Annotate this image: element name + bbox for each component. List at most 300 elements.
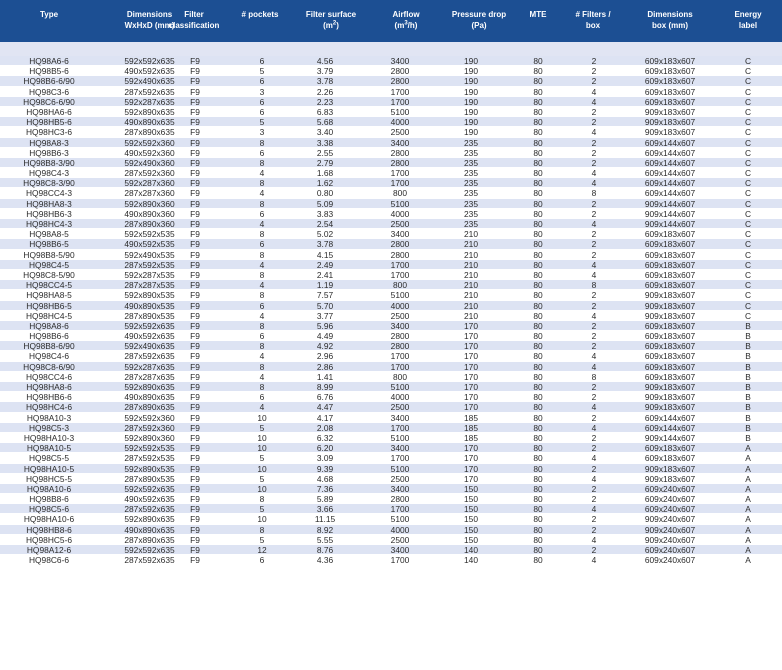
- table-row: [0, 555, 782, 565]
- cell-energy-label: C: [744, 198, 752, 209]
- cell-pressure-drop: 235: [464, 157, 478, 168]
- cell-mte: 80: [533, 56, 543, 66]
- cell-airflow: 2500: [390, 534, 410, 545]
- cell-filters-per-box: 4: [591, 361, 597, 372]
- cell-airflow: 1700: [390, 168, 410, 179]
- cell-pockets: 4: [259, 402, 265, 413]
- cell-filters-per-box: 4: [591, 422, 597, 433]
- cell-box-dimensions: 609x183x607: [644, 371, 696, 382]
- cell-dimensions: 490x890x535: [124, 300, 175, 311]
- cell-type: HQ98HA8-6: [26, 382, 72, 392]
- cell-filter-class: F9: [190, 208, 200, 219]
- cell-type: HQ98HC5-5: [25, 473, 73, 484]
- cell-type: HQ98C6-6/90: [23, 96, 75, 107]
- cell-dimensions: 592x592x535: [124, 443, 175, 454]
- table-row: [0, 341, 782, 351]
- cell-box-dimensions: 909x183x607: [644, 402, 696, 413]
- cell-filter-surface: 2.96: [316, 351, 334, 362]
- cell-airflow: 4000: [390, 117, 410, 128]
- cell-pockets: 5: [259, 66, 265, 77]
- cell-mte: 80: [533, 117, 543, 128]
- cell-dimensions: 287x592x360: [124, 168, 175, 179]
- table-row: [0, 311, 782, 321]
- table-row: [0, 209, 782, 219]
- cell-filters-per-box: 4: [591, 178, 597, 189]
- cell-mte: 80: [533, 259, 543, 270]
- cell-dimensions: 592x890x360: [124, 432, 175, 443]
- cell-filter-class: F9: [190, 259, 200, 270]
- cell-filters-per-box: 2: [591, 545, 597, 555]
- cell-filter-surface: 1.41: [316, 371, 334, 382]
- cell-filter-surface: 4.36: [316, 555, 334, 566]
- cell-pockets: 8: [259, 157, 265, 168]
- cell-mte: 80: [533, 494, 543, 505]
- cell-energy-label: A: [745, 545, 751, 555]
- cell-energy-label: C: [744, 229, 752, 240]
- cell-box-dimensions: 609x183x607: [644, 76, 696, 87]
- table-row: [0, 56, 782, 66]
- cell-pockets: 6: [259, 56, 265, 66]
- cell-mte: 80: [533, 382, 543, 392]
- cell-filters-per-box: 2: [591, 392, 597, 403]
- cell-box-dimensions: 909x240x607: [644, 514, 696, 525]
- cell-filter-surface: 2.49: [316, 259, 334, 270]
- cell-filters-per-box: 2: [591, 239, 597, 250]
- cell-airflow: 5100: [390, 514, 410, 525]
- cell-energy-label: B: [745, 422, 751, 433]
- cell-filter-surface: 5.55: [316, 534, 334, 545]
- table-row: [0, 148, 782, 158]
- cell-pressure-drop: 235: [464, 198, 478, 209]
- cell-dimensions: 287x592x635: [124, 86, 175, 97]
- cell-filter-surface: 4.47: [316, 402, 334, 413]
- cell-filter-class: F9: [190, 432, 200, 443]
- cell-pressure-drop: 190: [464, 56, 478, 66]
- cell-airflow: 3400: [390, 545, 410, 555]
- table-row: [0, 158, 782, 168]
- table-row: [0, 239, 782, 249]
- cell-filters-per-box: 2: [591, 432, 597, 443]
- cell-box-dimensions: 609x183x607: [644, 239, 696, 250]
- table-row: [0, 270, 782, 280]
- cell-pockets: 10: [257, 463, 267, 474]
- cell-pressure-drop: 170: [464, 402, 478, 413]
- cell-pockets: 3: [259, 127, 265, 138]
- cell-filter-class: F9: [190, 198, 200, 209]
- cell-pockets: 5: [259, 504, 265, 515]
- cell-filter-class: F9: [190, 504, 200, 515]
- cell-mte: 80: [533, 219, 543, 229]
- cell-filter-class: F9: [190, 443, 200, 454]
- cell-dimensions: 592x890x360: [124, 198, 175, 209]
- cell-pressure-drop: 210: [464, 259, 478, 270]
- cell-filter-surface: 2.08: [316, 422, 334, 433]
- cell-mte: 80: [533, 269, 543, 280]
- cell-energy-label: C: [744, 66, 752, 77]
- cell-filters-per-box: 2: [591, 514, 597, 525]
- cell-box-dimensions: 909x144x607: [644, 198, 696, 209]
- cell-mte: 80: [533, 524, 543, 535]
- cell-airflow: 5100: [390, 290, 410, 301]
- cell-airflow: 800: [393, 188, 407, 199]
- cell-filters-per-box: 2: [591, 157, 597, 168]
- cell-energy-label: C: [744, 147, 752, 158]
- cell-mte: 80: [533, 545, 543, 555]
- cell-dimensions: 490x890x635: [124, 117, 175, 128]
- cell-box-dimensions: 609x183x607: [644, 56, 696, 66]
- cell-energy-label: C: [744, 178, 752, 189]
- cell-pressure-drop: 235: [464, 178, 478, 189]
- cell-box-dimensions: 909x183x607: [644, 127, 696, 138]
- cell-energy-label: B: [745, 432, 751, 443]
- cell-mte: 80: [533, 300, 543, 311]
- cell-filters-per-box: 2: [591, 341, 597, 352]
- cell-type: HQ98CC4-6: [25, 371, 73, 382]
- cell-box-dimensions: 909x183x607: [644, 463, 696, 474]
- cell-dimensions: 592x592x635: [124, 483, 175, 494]
- cell-energy-label: B: [745, 402, 751, 413]
- header-dimensions: Dimensions WxHxD (mm): [124, 10, 175, 30]
- table-row: [0, 514, 782, 524]
- cell-filter-class: F9: [190, 56, 200, 66]
- cell-energy-label: B: [745, 341, 751, 352]
- table-row: [0, 464, 782, 474]
- cell-type: HQ98HA10-6: [23, 514, 75, 525]
- cell-filter-surface: 4.68: [316, 473, 334, 484]
- header-pockets: # pockets: [241, 10, 279, 19]
- cell-filter-class: F9: [190, 371, 200, 382]
- table-row: [0, 76, 782, 86]
- cell-pockets: 10: [257, 483, 267, 494]
- cell-type: HQ98A8-6: [29, 320, 69, 331]
- table-row: [0, 484, 782, 494]
- cell-pockets: 4: [259, 188, 265, 199]
- cell-dimensions: 490x592x360: [124, 147, 175, 158]
- table-row: [0, 290, 782, 300]
- cell-airflow: 4000: [390, 300, 410, 311]
- cell-dimensions: 592x890x635: [124, 514, 175, 525]
- table-row: [0, 413, 782, 423]
- cell-dimensions: 592x592x535: [124, 229, 175, 240]
- cell-pockets: 6: [259, 208, 265, 219]
- cell-energy-label: C: [744, 249, 752, 260]
- cell-energy-label: C: [744, 127, 752, 138]
- cell-pressure-drop: 210: [464, 239, 478, 250]
- cell-pockets: 5: [259, 453, 265, 464]
- table-row: [0, 443, 782, 453]
- cell-filter-class: F9: [190, 494, 200, 505]
- cell-box-dimensions: 609x183x607: [644, 453, 696, 464]
- cell-box-dimensions: 909x183x607: [644, 117, 696, 128]
- cell-filter-class: F9: [190, 453, 200, 464]
- cell-mte: 80: [533, 76, 543, 87]
- cell-pressure-drop: 185: [464, 432, 478, 443]
- cell-type: HQ98B8-6: [29, 494, 69, 505]
- cell-pockets: 6: [259, 96, 265, 107]
- cell-mte: 80: [533, 249, 543, 260]
- table-row: [0, 351, 782, 361]
- cell-dimensions: 287x592x635: [124, 351, 175, 362]
- cell-filters-per-box: 8: [591, 188, 597, 199]
- cell-airflow: 1700: [390, 178, 410, 189]
- cell-pressure-drop: 150: [464, 534, 478, 545]
- cell-box-dimensions: 909x183x607: [644, 300, 696, 311]
- cell-energy-label: B: [745, 371, 751, 382]
- cell-pockets: 4: [259, 351, 265, 362]
- cell-filter-class: F9: [190, 351, 200, 362]
- cell-type: HQ98C5-5: [28, 453, 70, 464]
- cell-airflow: 2500: [390, 402, 410, 413]
- cell-box-dimensions: 609x240x607: [644, 483, 696, 494]
- cell-filter-surface: 2.79: [316, 157, 334, 168]
- cell-pressure-drop: 235: [464, 219, 478, 229]
- cell-pockets: 8: [259, 382, 265, 392]
- cell-type: HQ98HC3-6: [25, 127, 73, 138]
- cell-pockets: 5: [259, 534, 265, 545]
- cell-filters-per-box: 2: [591, 137, 597, 148]
- cell-filters-per-box: 2: [591, 494, 597, 505]
- cell-filter-surface: 1.68: [316, 168, 334, 179]
- cell-pockets: 8: [259, 290, 265, 301]
- cell-pressure-drop: 210: [464, 229, 478, 240]
- cell-energy-label: C: [744, 269, 752, 280]
- table-row: [0, 494, 782, 504]
- cell-airflow: 3400: [390, 56, 410, 66]
- cell-filters-per-box: 2: [591, 208, 597, 219]
- cell-pressure-drop: 185: [464, 422, 478, 433]
- cell-energy-label: A: [745, 514, 751, 525]
- cell-dimensions: 287x287x635: [124, 371, 175, 382]
- cell-dimensions: 592x592x635: [124, 320, 175, 331]
- cell-filter-class: F9: [190, 555, 200, 566]
- table-row: [0, 362, 782, 372]
- cell-type: HQ98HC5-6: [25, 534, 73, 545]
- cell-pressure-drop: 150: [464, 494, 478, 505]
- cell-filters-per-box: 2: [591, 249, 597, 260]
- cell-filters-per-box: 2: [591, 483, 597, 494]
- cell-box-dimensions: 609x183x607: [644, 443, 696, 454]
- cell-pressure-drop: 150: [464, 514, 478, 525]
- cell-pockets: 8: [259, 320, 265, 331]
- cell-filter-surface: 2.41: [316, 269, 334, 280]
- cell-energy-label: C: [744, 188, 752, 199]
- cell-filter-surface: 5.68: [316, 117, 334, 128]
- table-row: [0, 87, 782, 97]
- cell-filter-surface: 3.66: [316, 504, 334, 515]
- cell-box-dimensions: 909x183x607: [644, 382, 696, 392]
- cell-type: HQ98A8-3: [29, 137, 69, 148]
- cell-airflow: 5100: [390, 106, 410, 117]
- cell-type: HQ98A12-6: [26, 545, 72, 555]
- cell-filters-per-box: 4: [591, 127, 597, 138]
- table-row: [0, 117, 782, 127]
- cell-mte: 80: [533, 534, 543, 545]
- cell-type: HQ98HA10-5: [23, 463, 75, 474]
- cell-dimensions: 287x890x635: [124, 534, 175, 545]
- header-type: Type: [39, 10, 59, 19]
- cell-mte: 80: [533, 504, 543, 515]
- cell-filters-per-box: 2: [591, 524, 597, 535]
- cell-pockets: 4: [259, 280, 265, 291]
- cell-type: HQ98HA10-3: [23, 432, 75, 443]
- table-row: [0, 545, 782, 555]
- cell-mte: 80: [533, 320, 543, 331]
- cell-filter-class: F9: [190, 392, 200, 403]
- cell-filters-per-box: 2: [591, 198, 597, 209]
- cell-filter-surface: 5.70: [316, 300, 334, 311]
- cell-pockets: 8: [259, 137, 265, 148]
- cell-dimensions: 287x890x535: [124, 473, 175, 484]
- cell-filter-class: F9: [190, 514, 200, 525]
- cell-pressure-drop: 190: [464, 127, 478, 138]
- cell-mte: 80: [533, 198, 543, 209]
- cell-filters-per-box: 4: [591, 269, 597, 280]
- cell-box-dimensions: 909x144x607: [644, 208, 696, 219]
- cell-dimensions: 592x890x535: [124, 463, 175, 474]
- cell-energy-label: A: [745, 534, 751, 545]
- cell-pressure-drop: 190: [464, 86, 478, 97]
- cell-filter-class: F9: [190, 157, 200, 168]
- cell-filters-per-box: 2: [591, 412, 597, 423]
- cell-type: HQ98CC4-5: [25, 280, 73, 291]
- cell-filters-per-box: 2: [591, 300, 597, 311]
- cell-filters-per-box: 2: [591, 463, 597, 474]
- table-row: [0, 423, 782, 433]
- cell-pressure-drop: 170: [464, 463, 478, 474]
- cell-type: HQ98A10-5: [26, 443, 72, 454]
- cell-energy-label: B: [745, 412, 751, 423]
- cell-energy-label: C: [744, 76, 752, 87]
- cell-filter-class: F9: [190, 534, 200, 545]
- cell-dimensions: 592x490x635: [124, 341, 175, 352]
- cell-filter-class: F9: [190, 361, 200, 372]
- table-row: [0, 402, 782, 412]
- cell-airflow: 3400: [390, 320, 410, 331]
- cell-energy-label: C: [744, 137, 752, 148]
- cell-filter-surface: 5.02: [316, 229, 334, 240]
- cell-filter-class: F9: [190, 106, 200, 117]
- cell-box-dimensions: 609x183x607: [644, 361, 696, 372]
- cell-filter-class: F9: [190, 86, 200, 97]
- cell-airflow: 2800: [390, 157, 410, 168]
- cell-filter-class: F9: [190, 412, 200, 423]
- cell-type: HQ98HB6-5: [26, 300, 72, 311]
- cell-filter-class: F9: [190, 168, 200, 179]
- cell-box-dimensions: 909x183x607: [644, 106, 696, 117]
- cell-box-dimensions: 609x144x607: [644, 178, 696, 189]
- cell-airflow: 800: [393, 280, 407, 291]
- cell-mte: 80: [533, 280, 543, 291]
- cell-energy-label: C: [744, 56, 752, 66]
- cell-energy-label: C: [744, 280, 752, 291]
- cell-filter-surface: 6.76: [316, 392, 334, 403]
- cell-type: HQ98B6-6/90: [23, 76, 75, 87]
- cell-filter-surface: 4.49: [316, 331, 334, 342]
- cell-filters-per-box: 2: [591, 147, 597, 158]
- cell-airflow: 3400: [390, 229, 410, 240]
- cell-pressure-drop: 210: [464, 310, 478, 321]
- cell-dimensions: 287x890x635: [124, 127, 175, 138]
- cell-dimensions: 592x592x635: [124, 56, 175, 66]
- cell-airflow: 1700: [390, 86, 410, 97]
- cell-type: HQ98A10-3: [26, 412, 72, 423]
- cell-airflow: 2800: [390, 494, 410, 505]
- table-body: [0, 56, 782, 565]
- cell-mte: 80: [533, 137, 543, 148]
- cell-pressure-drop: 140: [464, 555, 478, 566]
- cell-filter-surface: 1.19: [316, 280, 334, 291]
- cell-dimensions: 490x890x635: [124, 524, 175, 535]
- cell-filter-class: F9: [190, 402, 200, 413]
- cell-filters-per-box: 2: [591, 290, 597, 301]
- cell-filter-surface: 6.20: [316, 443, 334, 454]
- cell-energy-label: B: [745, 320, 751, 331]
- cell-box-dimensions: 609x183x607: [644, 96, 696, 107]
- cell-energy-label: B: [745, 331, 751, 342]
- cell-energy-label: C: [744, 310, 752, 321]
- cell-box-dimensions: 909x183x607: [644, 310, 696, 321]
- cell-dimensions: 287x890x635: [124, 402, 175, 413]
- cell-filters-per-box: 4: [591, 555, 597, 566]
- cell-filter-class: F9: [190, 473, 200, 484]
- cell-mte: 80: [533, 147, 543, 158]
- cell-box-dimensions: 609x144x607: [644, 147, 696, 158]
- cell-pockets: 10: [257, 412, 267, 423]
- table-row: [0, 453, 782, 463]
- cell-mte: 80: [533, 412, 543, 423]
- cell-pressure-drop: 190: [464, 96, 478, 107]
- cell-box-dimensions: 609x240x607: [644, 494, 696, 505]
- cell-box-dimensions: 909x144x607: [644, 219, 696, 229]
- cell-filters-per-box: 4: [591, 168, 597, 179]
- cell-filter-surface: 3.78: [316, 239, 334, 250]
- cell-filter-surface: 6.32: [316, 432, 334, 443]
- cell-mte: 80: [533, 86, 543, 97]
- cell-mte: 80: [533, 422, 543, 433]
- cell-pockets: 8: [259, 361, 265, 372]
- cell-airflow: 2800: [390, 341, 410, 352]
- cell-pockets: 6: [259, 392, 265, 403]
- cell-pockets: 4: [259, 219, 265, 229]
- cell-filter-surface: 3.78: [316, 76, 334, 87]
- cell-airflow: 5100: [390, 432, 410, 443]
- cell-type: HQ98HB8-6: [26, 524, 72, 535]
- header-filter-surface: Filter surface $(m^2)$: [305, 10, 357, 30]
- cell-energy-label: A: [745, 443, 751, 454]
- cell-filter-surface: 9.39: [316, 463, 334, 474]
- cell-dimensions: 490x592x635: [124, 331, 175, 342]
- cell-airflow: 2800: [390, 331, 410, 342]
- cell-box-dimensions: 609x183x607: [644, 320, 696, 331]
- cell-filter-surface: 4.17: [316, 412, 334, 423]
- cell-pressure-drop: 150: [464, 483, 478, 494]
- cell-dimensions: 592x592x360: [124, 137, 175, 148]
- cell-dimensions: 592x287x635: [124, 361, 175, 372]
- cell-pockets: 8: [259, 198, 265, 209]
- cell-box-dimensions: 609x183x607: [644, 331, 696, 342]
- cell-airflow: 2500: [390, 473, 410, 484]
- cell-airflow: 4000: [390, 524, 410, 535]
- cell-mte: 80: [533, 331, 543, 342]
- cell-airflow: 1700: [390, 351, 410, 362]
- cell-mte: 80: [533, 483, 543, 494]
- cell-pockets: 6: [259, 331, 265, 342]
- cell-pockets: 4: [259, 371, 265, 382]
- cell-mte: 80: [533, 66, 543, 77]
- cell-filters-per-box: 4: [591, 310, 597, 321]
- cell-pockets: 8: [259, 178, 265, 189]
- header-energy-label: Energy label: [734, 10, 762, 30]
